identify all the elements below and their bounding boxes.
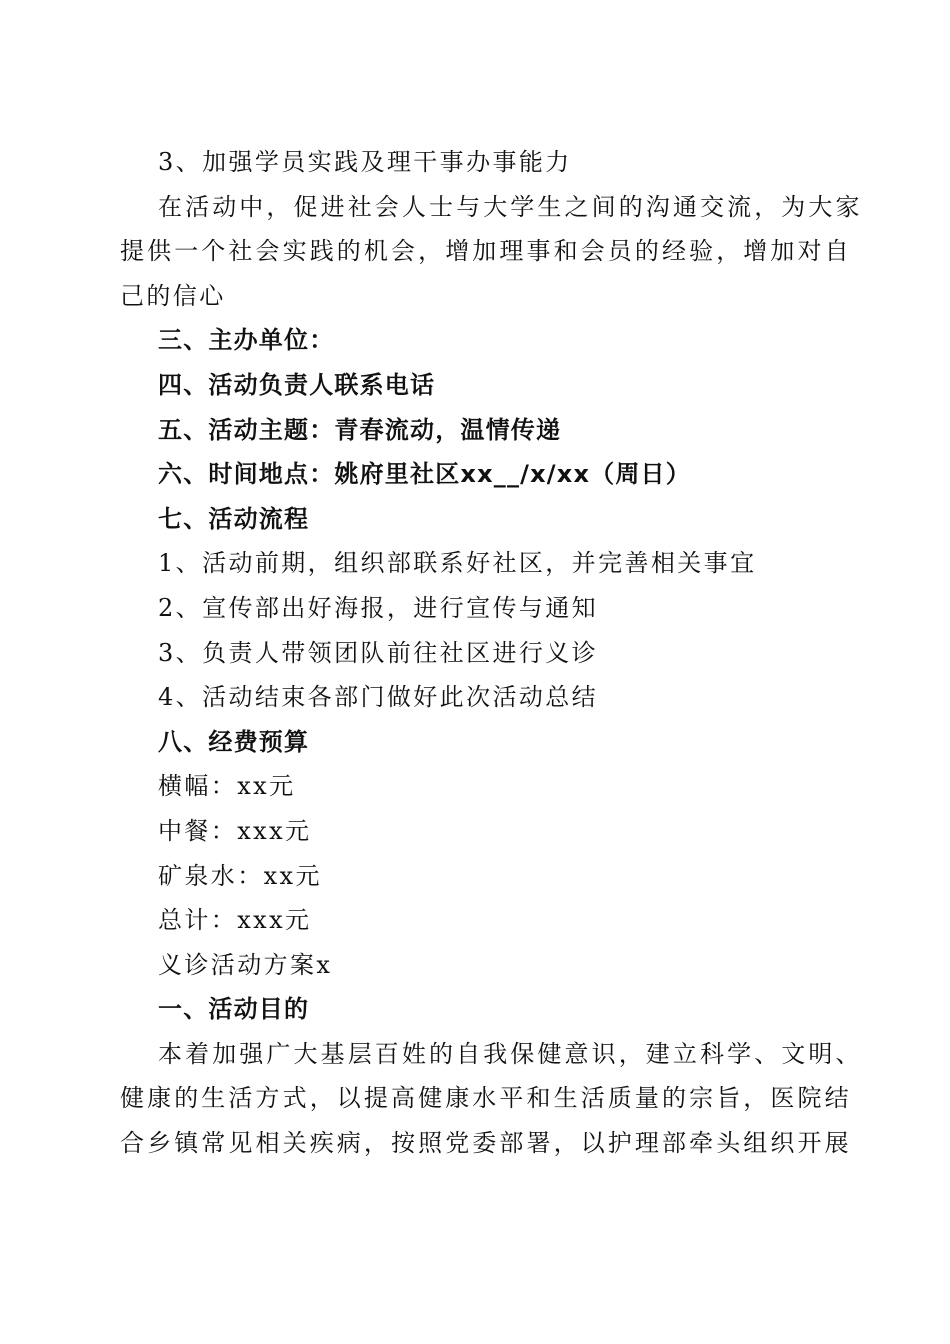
- process-step-3: 3、负责人带领团队前往社区进行义诊: [158, 638, 599, 667]
- paragraph-line-1: 在活动中，促进社会人士与大学生之间的沟通交流，为大家: [158, 192, 863, 221]
- budget-banner: 横幅：xx元: [158, 772, 296, 801]
- heading-theme: 五、活动主题：青春流动，温情传递: [158, 415, 562, 444]
- purpose-line-3: 合乡镇常见相关疾病，按照党委部署，以护理部牵头组织开展: [120, 1129, 852, 1158]
- heading-budget: 八、经费预算: [158, 727, 310, 756]
- heading-process: 七、活动流程: [158, 504, 310, 533]
- purpose-line-2: 健康的生活方式，以提高健康水平和生活质量的宗旨，医院结: [120, 1084, 852, 1113]
- section-title: 义诊活动方案x: [158, 950, 333, 979]
- list-item-3-practice: 3、加强学员实践及理干事办事能力: [158, 148, 572, 176]
- heading-purpose: 一、活动目的: [158, 995, 310, 1024]
- paragraph-line-2: 提供一个社会实践的机会，增加理事和会员的经验，增加对自: [120, 237, 852, 266]
- budget-lunch: 中餐：xxx元: [158, 816, 312, 845]
- heading-contact: 四、活动负责人联系电话: [158, 370, 436, 399]
- purpose-line-1: 本着加强广大基层百姓的自我保健意识，建立科学、文明、: [158, 1039, 863, 1068]
- budget-water: 矿泉水：xx元: [158, 861, 322, 890]
- heading-organizer: 三、主办单位：: [158, 326, 335, 355]
- heading-time-place: 六、时间地点：姚府里社区xx__/x/xx（周日）: [158, 460, 691, 489]
- process-step-4: 4、活动结束各部门做好此次活动总结: [158, 683, 599, 712]
- process-step-2: 2、宣传部出好海报，进行宣传与通知: [158, 593, 599, 622]
- process-step-1: 1、活动前期，组织部联系好社区，并完善相关事宜: [158, 549, 757, 578]
- document-body: [120, 140, 863, 1166]
- budget-total: 总计：xxx元: [158, 906, 312, 935]
- paragraph-line-3: 己的信心: [120, 281, 226, 310]
